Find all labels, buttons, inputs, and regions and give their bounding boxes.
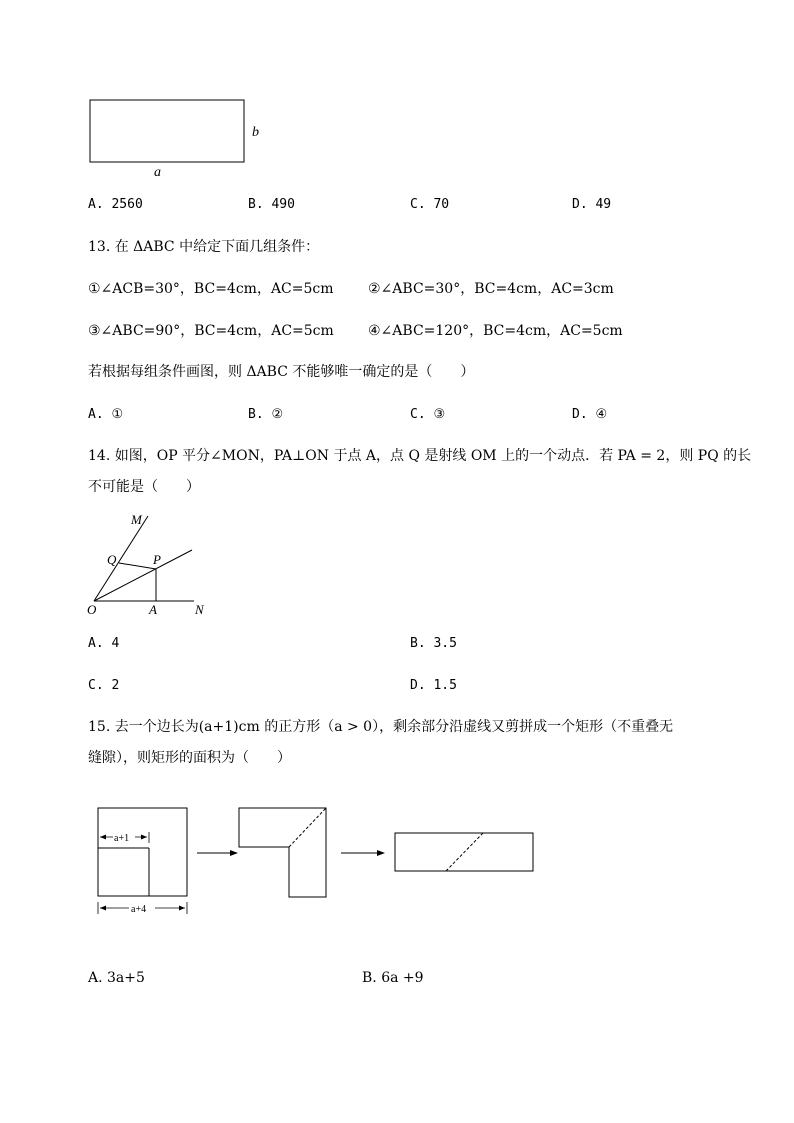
q15-option-a: A. 3a+5: [88, 970, 145, 986]
q12-option-b: B. 490: [248, 197, 295, 212]
q12-option-a: A. 2560: [88, 197, 143, 212]
q14-option-d: D. 1.5: [410, 678, 457, 693]
ray-om: [94, 516, 148, 601]
rectangle-shape: [90, 100, 244, 162]
q13-option-b: B. ②: [248, 407, 284, 422]
segment-qp: [119, 563, 156, 569]
q14-option-b: B. 3.5: [410, 636, 457, 651]
q13-condition-1: ①∠ACB=30°，BC=4cm，AC=5cm: [88, 281, 334, 297]
angle-bisector-figure: [84, 510, 214, 620]
label-a: a: [154, 165, 161, 180]
square-cutting-figure: [86, 798, 546, 923]
arrow-right-big: [179, 906, 185, 911]
q13-number: 13.: [88, 239, 111, 255]
rectangle-figure: [80, 92, 280, 187]
q13-condition-4: ④∠ABC=120°，BC=4cm，AC=5cm: [368, 323, 623, 339]
q15-stem-line2: 缝隙），则矩形的面积为（ ）: [88, 750, 291, 766]
label-n: N: [195, 602, 204, 617]
label-a: A: [149, 602, 157, 617]
q14-option-a: A. 4: [88, 636, 120, 651]
q15-stem-line1: 15. 去一个边长为(a+1)cm 的正方形（a > 0），剩余部分沿虚线又剪拼成一个矩形（不重叠无: [88, 719, 674, 735]
q12-option-c: C. 70: [410, 197, 450, 212]
q13-stem-text: 在 ΔABC 中给定下面几组条件：: [114, 239, 320, 255]
q13-question: 若根据每组条件画图，则 ΔABC 不能够唯一确定的是（ ）: [88, 364, 475, 380]
label-small-side: a+1: [114, 833, 130, 844]
label-big-side: a+4: [131, 904, 147, 915]
label-o: O: [87, 602, 97, 617]
q13-option-d: D. ④: [572, 407, 608, 422]
q12-option-d: D. 49: [572, 197, 612, 212]
q13-option-c: C. ③: [410, 407, 446, 422]
label-m: M: [131, 512, 142, 527]
q13-condition-3: ③∠ABC=90°，BC=4cm，AC=5cm: [88, 323, 334, 339]
big-square: [98, 808, 187, 896]
label-b: b: [252, 125, 259, 140]
arrow-right-small: [141, 835, 147, 840]
l-shape-cut-line: [289, 808, 326, 847]
q13-stem: [88, 238, 319, 256]
label-p: P: [153, 552, 161, 567]
label-q: Q: [107, 552, 117, 567]
rectangle-cut-line: [446, 833, 483, 871]
q14-stem-line2: 不可能是（ ）: [88, 479, 200, 495]
q15-option-b: B. 6a +9: [362, 970, 424, 986]
q13-condition-2: ②∠ABC=30°，BC=4cm，AC=3cm: [368, 281, 614, 297]
q13-option-a: A. ①: [88, 407, 124, 422]
q14-stem-line1: 14. 如图，OP 平分∠MON，PA⊥ON 于点 A，点 Q 是射线 OM 上的一个动点．若 PA = 2，则 PQ 的长: [88, 448, 752, 464]
arrow-left-small: [100, 835, 106, 840]
q14-option-c: C. 2: [88, 678, 120, 693]
arrow-left-big: [100, 906, 106, 911]
